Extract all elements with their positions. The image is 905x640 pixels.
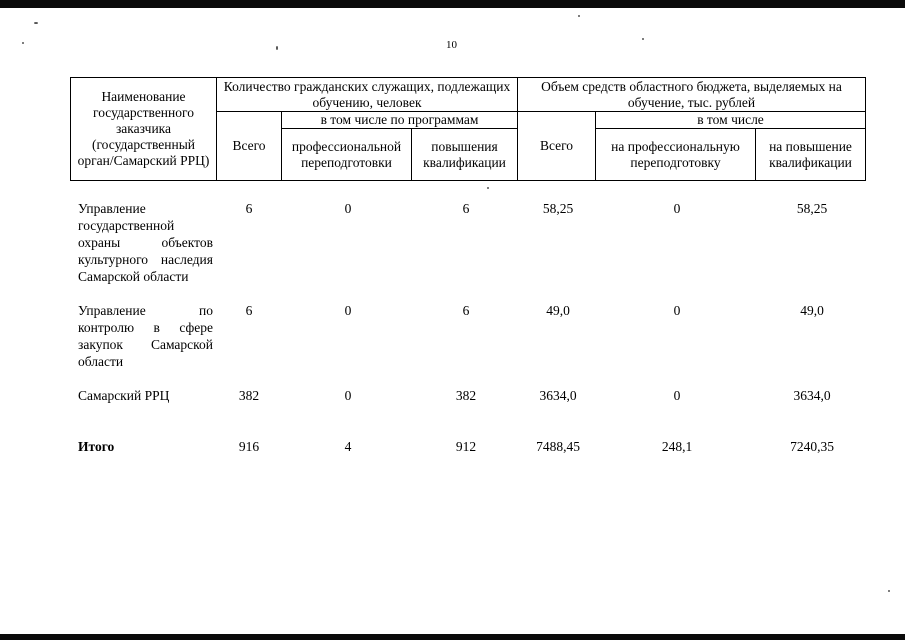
row-budget-qual: 58,25	[796, 201, 828, 216]
total-budget-prof: 248,1	[661, 439, 693, 454]
table-header	[70, 77, 866, 181]
row-budget-prof: 0	[673, 201, 681, 216]
row-budget-prof: 0	[673, 388, 681, 403]
row-total: 382	[238, 388, 260, 403]
total-budget: 7488,45	[536, 439, 580, 454]
row-budget-total: 58,25	[542, 201, 574, 216]
total-qual: 912	[455, 439, 477, 454]
header-budget-total: Всего	[518, 112, 596, 181]
row-total: 6	[245, 201, 253, 216]
row-prof: 0	[344, 201, 352, 216]
scan-speck	[642, 38, 644, 40]
header-count-qual: повышения квалификации	[412, 129, 518, 181]
header-count-total: Всего	[217, 112, 282, 181]
header-budget-sub: в том числе	[596, 112, 866, 129]
row-budget-total: 49,0	[546, 303, 570, 318]
row-budget-total: 3634,0	[539, 388, 577, 403]
total-count: 916	[238, 439, 260, 454]
scan-speck	[888, 590, 890, 592]
row-prof: 0	[344, 388, 352, 403]
row-budget-qual: 49,0	[800, 303, 824, 318]
header-budget-group: Объем средств областного бюджета, выделяемых на обучение, тыс. рублей	[518, 78, 866, 112]
row-name: Самарский РРЦ	[78, 388, 170, 403]
total-label: Итого	[78, 439, 115, 454]
row-qual: 6	[462, 201, 470, 216]
header-count-prof: профессиональной переподготовки	[282, 129, 412, 181]
row-total: 6	[245, 303, 253, 318]
header-budget-qual: на повышение квалификации	[756, 129, 866, 181]
row-qual: 382	[455, 388, 477, 403]
row-qual: 6	[462, 303, 470, 318]
row-budget-qual: 3634,0	[793, 388, 831, 403]
row-name: Управление государственной охраны объектов культурного наследия Самарской области	[78, 201, 213, 284]
scan-border-top	[0, 0, 905, 8]
header-budget-prof: на профессиональную переподготовку	[596, 129, 756, 181]
row-name: Управление по контролю в сфере закупок Самарской области	[78, 303, 213, 369]
scan-speck	[276, 46, 278, 50]
page-number: 10	[446, 39, 457, 51]
scan-speck	[487, 187, 489, 189]
scan-border-bottom	[0, 634, 905, 640]
total-budget-qual: 7240,35	[790, 439, 834, 454]
row-budget-prof: 0	[673, 303, 681, 318]
scan-speck	[578, 15, 580, 17]
header-count-group: Количество гражданских служащих, подлежащих обучению, человек	[217, 78, 518, 112]
header-name-col: Наименование государственного заказчика (государственный орган/Самарский РРЦ)	[71, 78, 217, 181]
total-prof: 4	[344, 439, 352, 454]
scan-speck	[22, 42, 24, 44]
row-prof: 0	[344, 303, 352, 318]
header-count-sub: в том числе по программам	[282, 112, 518, 129]
scan-speck	[34, 22, 38, 24]
